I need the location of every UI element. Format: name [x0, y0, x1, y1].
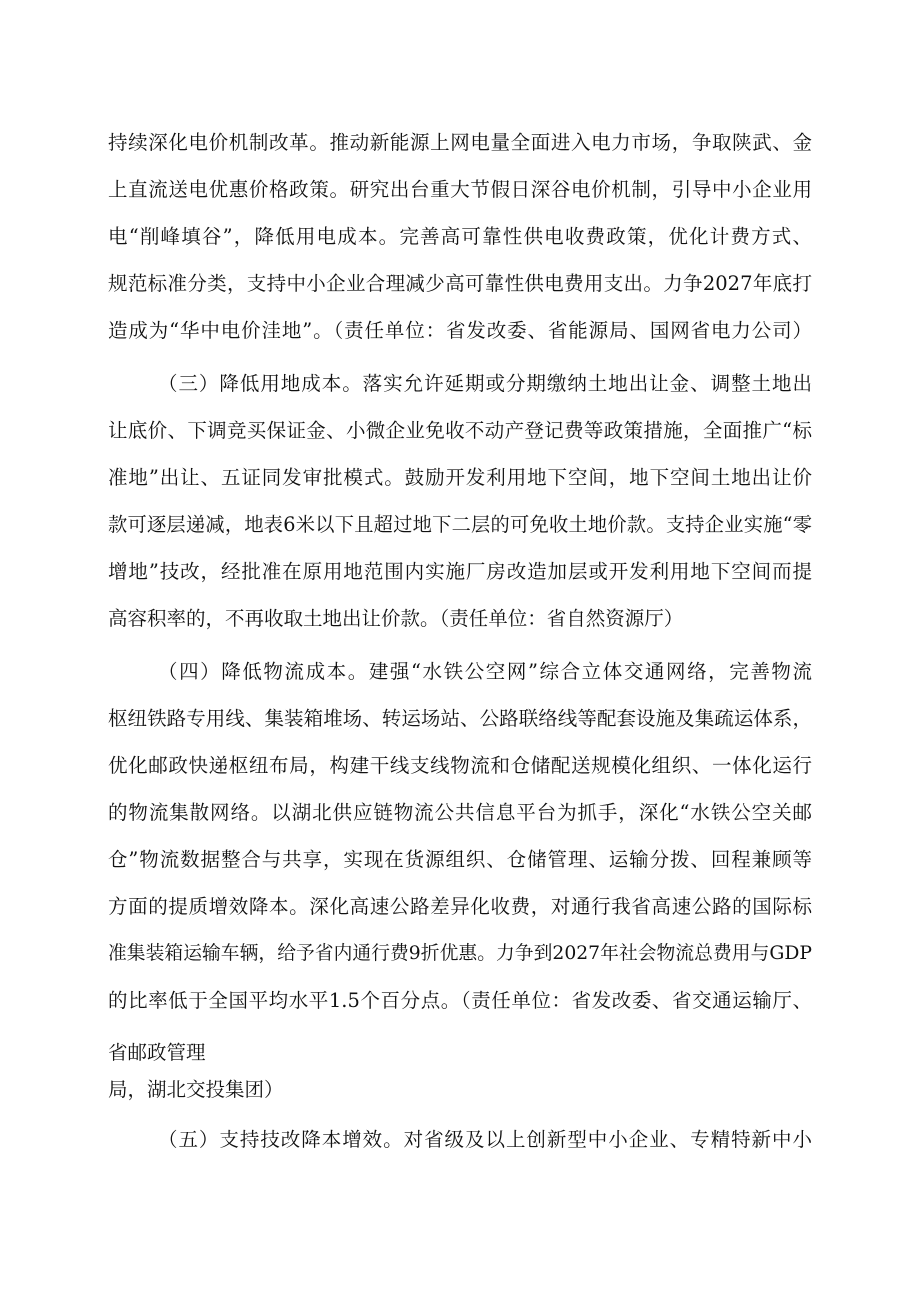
text-line: 的物流集散网络。以湖北供应链物流公共信息平台为抓手，深化“水铁公空关邮 [108, 801, 812, 824]
text-line: 的比率低于全国平均水平1.5个百分点。（责任单位：省发改委、省交通运输厅、 [108, 989, 812, 1012]
text-line: 电“削峰填谷”，降低用电成本。完善高可靠性供电收费政策，优化计费方式、 [108, 225, 812, 248]
paragraph-heading-line: （五）支持技改降本增效。对省级及以上创新型中小企业、专精特新中小 [158, 1128, 812, 1151]
text-line: 高容积率的，不再收取土地出让价款。（责任单位：省自然资源厅） [108, 607, 684, 630]
paragraph-heading-line: （三）降低用地成本。落实允许延期或分期缴纳土地出让金、调整土地出 [158, 372, 812, 395]
text-line: 规范标准分类，支持中小企业合理减少高可靠性供电费用支出。力争2027年底打 [108, 272, 812, 295]
text-line: 款可逐层递减，地表6米以下且超过地下二层的可免收土地价款。支持企业实施“零 [108, 513, 812, 536]
text-line: 造成为“华中电价洼地”。（责任单位：省发改委、省能源局、国网省电力公司） [108, 319, 812, 342]
text-line: 方面的提质增效降本。深化高速公路差异化收费，对通行我省高速公路的国际标 [108, 895, 812, 918]
text-line: 持续深化电价机制改革。推动新能源上网电量全面进入电力市场，争取陕武、金 [108, 131, 812, 154]
text-line: 枢纽铁路专用线、集装箱堆场、转运场站、公路联络线等配套设施及集疏运体系， [108, 707, 812, 730]
text-line: 局，湖北交投集团） [108, 1078, 284, 1101]
paragraph-heading-line: （四）降低物流成本。建强“水铁公空网”综合立体交通网络，完善物流 [158, 660, 812, 683]
text-line: 省邮政管理 [108, 1041, 206, 1064]
text-line: 优化邮政快递枢纽布局，构建干线支线物流和仓储配送规模化组织、一体化运行 [108, 754, 812, 777]
text-line: 准地”出让、五证同发审批模式。鼓励开发利用地下空间，地下空间土地出让价 [108, 466, 812, 489]
text-line: 让底价、下调竞买保证金、小微企业免收不动产登记费等政策措施，全面推广“标 [108, 419, 812, 442]
text-line: 上直流送电优惠价格政策。研究出台重大节假日深谷电价机制，引导中小企业用 [108, 178, 812, 201]
text-line: 仓”物流数据整合与共享，实现在货源组织、仓储管理、运输分拨、回程兼顾等 [108, 848, 812, 871]
text-line: 准集装箱运输车辆，给予省内通行费9折优惠。力争到2027年社会物流总费用与GDP [108, 943, 812, 964]
text-line: 增地”技改，经批准在原用地范围内实施厂房改造加层或开发利用地下空间而提 [108, 560, 812, 583]
